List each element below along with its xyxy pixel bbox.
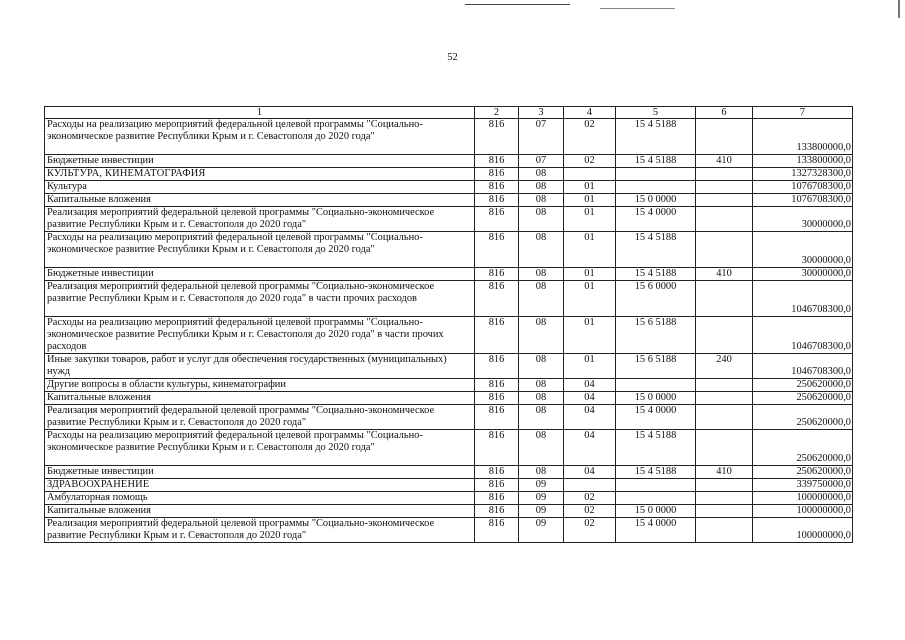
table-row <box>45 181 853 194</box>
row-target-article: 15 6 5188 <box>616 317 696 354</box>
row-expense-type <box>696 207 753 232</box>
row-amount: 1046708300,0 <box>753 354 853 379</box>
row-amount: 133800000,0 <box>753 155 853 168</box>
row-ministry-code: 816 <box>475 232 519 268</box>
table-row <box>45 505 853 518</box>
row-expense-type <box>696 405 753 430</box>
row-section-code: 08 <box>519 268 564 281</box>
scan-artifact-line <box>600 8 675 9</box>
row-subsection-code: 04 <box>564 430 616 466</box>
row-section-code: 08 <box>519 168 564 181</box>
table-row <box>45 155 853 168</box>
row-description: Реализация мероприятий федеральной целевой программы "Социально-экономическое развитие Республики Крым и г. Севастополя до 2020 года" в части прочих расходов <box>45 281 475 317</box>
row-description: Капитальные вложения <box>45 194 475 207</box>
row-description: Реализация мероприятий федеральной целевой программы "Социально-экономическое развитие Республики Крым и г. Севастополя до 2020 года" <box>45 518 475 543</box>
row-ministry-code: 816 <box>475 518 519 543</box>
row-section-code: 09 <box>519 518 564 543</box>
row-subsection-code: 01 <box>564 194 616 207</box>
row-target-article: 15 4 5188 <box>616 119 696 155</box>
table-row <box>45 207 853 232</box>
row-section-code: 07 <box>519 119 564 155</box>
row-ministry-code: 816 <box>475 317 519 354</box>
row-amount: 1076708300,0 <box>753 194 853 207</box>
row-expense-type <box>696 518 753 543</box>
table-header-row <box>45 107 853 119</box>
row-subsection-code: 04 <box>564 405 616 430</box>
row-subsection-code: 01 <box>564 354 616 379</box>
row-description: Расходы на реализацию мероприятий федеральной целевой программы "Социально-экономическое развитие Республики Крым и г. Севастополя до 2020 года" <box>45 232 475 268</box>
row-description: Другие вопросы в области культуры, кинематографии <box>45 379 475 392</box>
row-subsection-code: 01 <box>564 207 616 232</box>
column-number-1: 1 <box>45 107 475 119</box>
row-section-code: 08 <box>519 430 564 466</box>
row-target-article: 15 4 5188 <box>616 466 696 479</box>
row-amount: 1046708300,0 <box>753 281 853 317</box>
row-expense-type <box>696 492 753 505</box>
row-target-article: 15 4 0000 <box>616 207 696 232</box>
row-target-article: 15 4 5188 <box>616 430 696 466</box>
row-expense-type <box>696 392 753 405</box>
row-expense-type <box>696 119 753 155</box>
table-row <box>45 317 853 354</box>
table-row <box>45 379 853 392</box>
row-section-code: 08 <box>519 281 564 317</box>
row-description: Расходы на реализацию мероприятий федеральной целевой программы "Социально-экономическое развитие Республики Крым и г. Севастополя до 2020 года" <box>45 430 475 466</box>
budget-table <box>44 106 853 543</box>
column-number-6: 6 <box>696 107 753 119</box>
row-subsection-code: 01 <box>564 232 616 268</box>
row-amount: 133800000,0 <box>753 119 853 155</box>
row-section-code: 08 <box>519 207 564 232</box>
row-target-article: 15 0 0000 <box>616 194 696 207</box>
table-row <box>45 430 853 466</box>
row-ministry-code: 816 <box>475 466 519 479</box>
row-description: Бюджетные инвестиции <box>45 466 475 479</box>
row-expense-type <box>696 181 753 194</box>
row-expense-type: 410 <box>696 466 753 479</box>
table-row <box>45 354 853 379</box>
scan-artifact-line <box>465 4 570 5</box>
row-description: Иные закупки товаров, работ и услуг для обеспечения государственных (муниципальных) нужд <box>45 354 475 379</box>
row-amount: 100000000,0 <box>753 518 853 543</box>
row-target-article: 15 4 0000 <box>616 405 696 430</box>
row-amount: 30000000,0 <box>753 232 853 268</box>
row-description: Реализация мероприятий федеральной целевой программы "Социально-экономическое развитие Республики Крым и г. Севастополя до 2020 года" <box>45 207 475 232</box>
row-target-article: 15 4 0000 <box>616 518 696 543</box>
row-expense-type <box>696 194 753 207</box>
row-section-code: 08 <box>519 379 564 392</box>
row-target-article: 15 6 0000 <box>616 281 696 317</box>
row-subsection-code: 02 <box>564 119 616 155</box>
row-expense-type <box>696 317 753 354</box>
row-expense-type <box>696 479 753 492</box>
row-ministry-code: 816 <box>475 505 519 518</box>
page-number: 52 <box>447 52 458 63</box>
row-ministry-code: 816 <box>475 168 519 181</box>
row-description: Бюджетные инвестиции <box>45 268 475 281</box>
row-target-article: 15 0 0000 <box>616 505 696 518</box>
row-ministry-code: 816 <box>475 354 519 379</box>
column-number-3: 3 <box>519 107 564 119</box>
row-expense-type: 410 <box>696 155 753 168</box>
row-target-article: 15 6 5188 <box>616 354 696 379</box>
table-row <box>45 479 853 492</box>
table-row <box>45 518 853 543</box>
row-description: Расходы на реализацию мероприятий федеральной целевой программы "Социально-экономическое развитие Республики Крым и г. Севастополя до 2020 года" <box>45 119 475 155</box>
row-expense-type <box>696 281 753 317</box>
row-amount: 250620000,0 <box>753 379 853 392</box>
row-target-article <box>616 479 696 492</box>
row-ministry-code: 816 <box>475 155 519 168</box>
row-target-article <box>616 379 696 392</box>
row-ministry-code: 816 <box>475 268 519 281</box>
row-amount: 30000000,0 <box>753 268 853 281</box>
row-amount: 100000000,0 <box>753 505 853 518</box>
row-subsection-code: 02 <box>564 505 616 518</box>
scan-edge-mark <box>898 0 900 18</box>
row-ministry-code: 816 <box>475 207 519 232</box>
row-section-code: 08 <box>519 466 564 479</box>
column-number-5: 5 <box>616 107 696 119</box>
row-amount: 1076708300,0 <box>753 181 853 194</box>
table-row <box>45 392 853 405</box>
row-ministry-code: 816 <box>475 194 519 207</box>
row-description: Расходы на реализацию мероприятий федеральной целевой программы "Социально-экономическое развитие Республики Крым и г. Севастополя до 2020 года" в части прочих расходов <box>45 317 475 354</box>
row-amount: 339750000,0 <box>753 479 853 492</box>
table-row <box>45 168 853 181</box>
row-ministry-code: 816 <box>475 430 519 466</box>
row-target-article: 15 4 5188 <box>616 155 696 168</box>
table-row <box>45 492 853 505</box>
row-section-code: 09 <box>519 492 564 505</box>
budget-table-body <box>45 107 853 543</box>
row-section-code: 08 <box>519 317 564 354</box>
row-expense-type <box>696 430 753 466</box>
table-row <box>45 281 853 317</box>
row-section-code: 07 <box>519 155 564 168</box>
row-ministry-code: 816 <box>475 181 519 194</box>
column-number-7: 7 <box>753 107 853 119</box>
row-subsection-code: 04 <box>564 379 616 392</box>
row-target-article <box>616 181 696 194</box>
row-section-code: 08 <box>519 405 564 430</box>
row-description: Капитальные вложения <box>45 392 475 405</box>
row-subsection-code: 04 <box>564 392 616 405</box>
row-ministry-code: 816 <box>475 405 519 430</box>
row-subsection-code: 02 <box>564 155 616 168</box>
row-subsection-code: 01 <box>564 281 616 317</box>
row-expense-type <box>696 232 753 268</box>
row-description: Бюджетные инвестиции <box>45 155 475 168</box>
column-number-2: 2 <box>475 107 519 119</box>
row-amount: 1046708300,0 <box>753 317 853 354</box>
row-ministry-code: 816 <box>475 281 519 317</box>
row-section-code: 08 <box>519 194 564 207</box>
row-amount: 30000000,0 <box>753 207 853 232</box>
row-amount: 250620000,0 <box>753 466 853 479</box>
row-description: Амбулаторная помощь <box>45 492 475 505</box>
row-amount: 250620000,0 <box>753 430 853 466</box>
table-row <box>45 194 853 207</box>
row-amount: 1327328300,0 <box>753 168 853 181</box>
row-expense-type <box>696 168 753 181</box>
row-expense-type <box>696 379 753 392</box>
column-number-4: 4 <box>564 107 616 119</box>
row-section-code: 08 <box>519 354 564 379</box>
row-section-code: 09 <box>519 479 564 492</box>
table-row <box>45 119 853 155</box>
row-expense-type <box>696 505 753 518</box>
row-expense-type: 240 <box>696 354 753 379</box>
row-ministry-code: 816 <box>475 492 519 505</box>
row-subsection-code: 01 <box>564 268 616 281</box>
row-section-code: 08 <box>519 232 564 268</box>
row-description: Культура <box>45 181 475 194</box>
row-subsection-code <box>564 168 616 181</box>
row-ministry-code: 816 <box>475 479 519 492</box>
row-target-article: 15 4 5188 <box>616 232 696 268</box>
row-subsection-code: 04 <box>564 466 616 479</box>
row-subsection-code <box>564 479 616 492</box>
row-target-article <box>616 492 696 505</box>
row-amount: 250620000,0 <box>753 392 853 405</box>
table-row <box>45 268 853 281</box>
row-subsection-code: 01 <box>564 317 616 354</box>
row-description: Реализация мероприятий федеральной целевой программы "Социально-экономическое развитие Республики Крым и г. Севастополя до 2020 года" <box>45 405 475 430</box>
row-section-code: 09 <box>519 505 564 518</box>
table-row <box>45 232 853 268</box>
row-target-article <box>616 168 696 181</box>
row-ministry-code: 816 <box>475 119 519 155</box>
row-subsection-code: 02 <box>564 492 616 505</box>
row-amount: 100000000,0 <box>753 492 853 505</box>
row-subsection-code: 02 <box>564 518 616 543</box>
row-section-code: 08 <box>519 181 564 194</box>
row-ministry-code: 816 <box>475 379 519 392</box>
row-description: КУЛЬТУРА, КИНЕМАТОГРАФИЯ <box>45 168 475 181</box>
row-target-article: 15 4 5188 <box>616 268 696 281</box>
table-row <box>45 466 853 479</box>
row-amount: 250620000,0 <box>753 405 853 430</box>
table-row <box>45 405 853 430</box>
row-section-code: 08 <box>519 392 564 405</box>
row-expense-type: 410 <box>696 268 753 281</box>
row-subsection-code: 01 <box>564 181 616 194</box>
row-target-article: 15 0 0000 <box>616 392 696 405</box>
row-description: ЗДРАВООХРАНЕНИЕ <box>45 479 475 492</box>
row-description: Капитальные вложения <box>45 505 475 518</box>
row-ministry-code: 816 <box>475 392 519 405</box>
